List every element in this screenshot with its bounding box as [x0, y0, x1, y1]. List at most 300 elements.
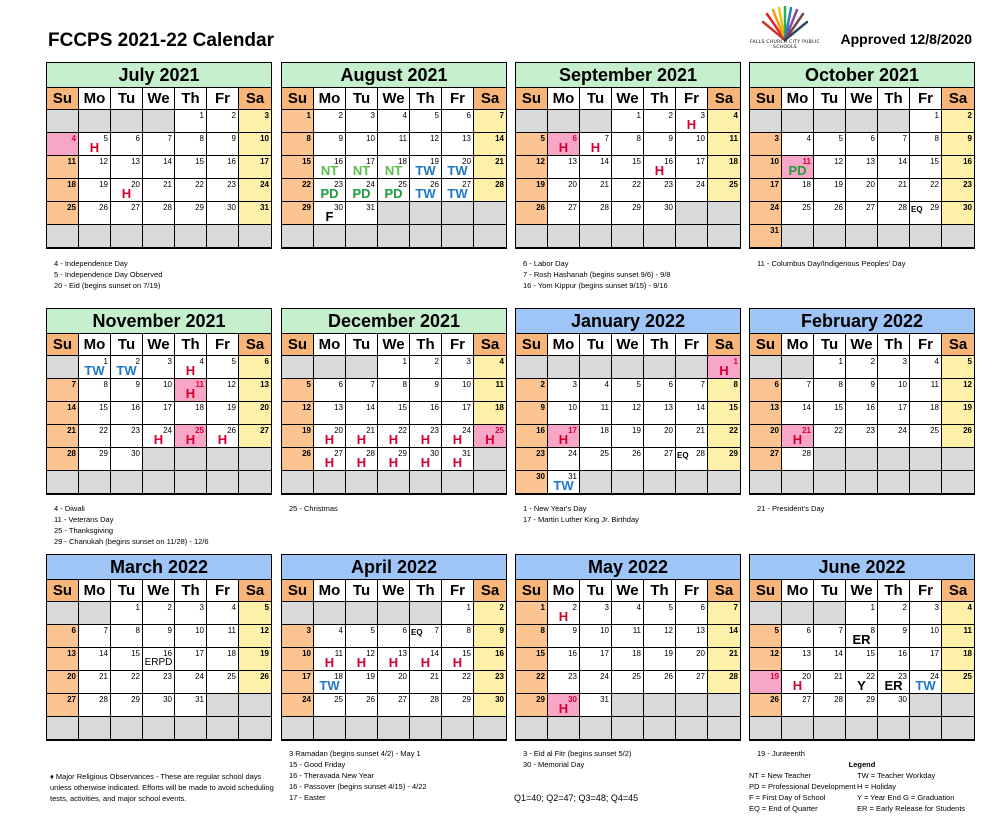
day-cell — [644, 202, 676, 225]
day-cell — [612, 625, 644, 648]
day-number: 13 — [131, 157, 140, 166]
day-cell — [814, 694, 846, 717]
day-cell — [282, 379, 314, 402]
empty-day-cell — [782, 602, 814, 625]
day-cell — [175, 379, 207, 402]
day-cell — [378, 648, 410, 671]
day-number: 22 — [398, 426, 407, 435]
day-cell — [878, 648, 910, 671]
day-number: 27 — [67, 695, 76, 704]
empty-day-cell — [410, 471, 442, 494]
day-cell — [644, 179, 676, 202]
weekday-header: Su — [282, 88, 314, 110]
day-number: 15 — [536, 649, 545, 658]
day-cell — [846, 133, 878, 156]
empty-day-cell — [111, 471, 143, 494]
day-cell — [282, 694, 314, 717]
day-number: 7 — [103, 626, 108, 635]
empty-day-cell — [878, 717, 910, 740]
day-number: 2 — [499, 603, 504, 612]
day-cell — [111, 179, 143, 202]
day-cell — [346, 379, 378, 402]
day-number: 16 — [568, 649, 577, 658]
day-number: 11 — [227, 626, 236, 635]
month-april-2022 — [281, 554, 507, 741]
day-number: 15 — [729, 403, 738, 412]
empty-day-cell — [442, 225, 474, 248]
empty-day-cell — [239, 471, 271, 494]
day-number: 27 — [802, 695, 811, 704]
day-number: 28 — [802, 449, 811, 458]
day-number: 13 — [334, 403, 343, 412]
day-code: TW — [447, 163, 468, 178]
day-number: 28 — [696, 449, 705, 458]
weekday-header: Su — [282, 580, 314, 602]
weekday-header: Tu — [346, 334, 378, 356]
day-number: 23 — [536, 449, 545, 458]
day-cell — [346, 448, 378, 471]
day-cell — [644, 625, 676, 648]
day-cell — [175, 694, 207, 717]
day-number: 24 — [260, 180, 269, 189]
day-cell — [708, 602, 740, 625]
empty-day-cell — [846, 717, 878, 740]
day-cell — [782, 425, 814, 448]
day-cell — [79, 379, 111, 402]
day-number: 4 — [499, 357, 504, 366]
weekday-header: Sa — [708, 88, 740, 110]
day-number: 2 — [338, 111, 343, 120]
day-number: 20 — [67, 672, 76, 681]
day-cell — [644, 448, 676, 471]
weekday-header: Th — [175, 334, 207, 356]
empty-day-cell — [910, 471, 942, 494]
day-number: 5 — [370, 626, 375, 635]
day-number: 26 — [99, 203, 108, 212]
day-cell — [143, 156, 175, 179]
empty-day-cell — [942, 694, 974, 717]
day-number: 3 — [934, 603, 939, 612]
day-number: 4 — [338, 626, 343, 635]
day-number: 31 — [770, 226, 779, 235]
day-cell — [750, 133, 782, 156]
empty-day-cell — [644, 471, 676, 494]
month-november-2021 — [46, 308, 272, 495]
day-cell — [782, 379, 814, 402]
day-cell — [612, 671, 644, 694]
day-cell — [175, 625, 207, 648]
quarter-day-counts: Q1=40; Q2=47; Q3=48; Q4=45 — [514, 793, 639, 803]
day-cell — [750, 179, 782, 202]
weekday-header: Sa — [942, 334, 974, 356]
day-cell — [175, 133, 207, 156]
empty-day-cell — [239, 225, 271, 248]
empty-day-cell — [644, 356, 676, 379]
day-cell — [750, 671, 782, 694]
empty-day-cell — [378, 225, 410, 248]
day-cell — [314, 448, 346, 471]
day-cell — [442, 179, 474, 202]
day-cell — [474, 402, 506, 425]
day-cell — [750, 379, 782, 402]
day-number: 16 — [495, 649, 504, 658]
day-cell — [814, 202, 846, 225]
empty-day-cell — [750, 602, 782, 625]
weekday-header: Th — [410, 334, 442, 356]
weekday-header: We — [846, 334, 878, 356]
month-notes: 25 - Christmas — [289, 504, 338, 513]
day-number: 17 — [568, 426, 577, 435]
day-cell — [378, 694, 410, 717]
day-number: 28 — [898, 203, 907, 212]
day-number: 16 — [430, 403, 439, 412]
day-cell — [47, 156, 79, 179]
day-cell — [750, 694, 782, 717]
day-cell — [410, 671, 442, 694]
day-number: 19 — [260, 649, 269, 658]
day-number: 25 — [398, 180, 407, 189]
day-number: 19 — [227, 403, 236, 412]
day-number: 3 — [264, 111, 269, 120]
day-cell — [79, 425, 111, 448]
day-code: H — [792, 432, 803, 447]
day-number: 24 — [696, 180, 705, 189]
weekday-header: We — [612, 334, 644, 356]
day-cell — [548, 448, 580, 471]
end-of-quarter-marker: EQ — [677, 451, 689, 460]
weekday-header: Tu — [580, 88, 612, 110]
empty-day-cell — [782, 717, 814, 740]
month-grid — [516, 580, 740, 740]
day-code: H — [558, 701, 569, 716]
day-cell — [410, 402, 442, 425]
day-number: 22 — [866, 672, 875, 681]
day-number: 23 — [664, 180, 673, 189]
day-code: H — [388, 455, 399, 470]
day-cell — [239, 602, 271, 625]
day-number: 16 — [227, 157, 236, 166]
empty-day-cell — [378, 202, 410, 225]
day-cell — [410, 356, 442, 379]
day-cell — [516, 133, 548, 156]
day-number: 21 — [729, 649, 738, 658]
month-may-2022 — [515, 554, 741, 741]
day-number: 20 — [802, 672, 811, 681]
day-number: 9 — [231, 134, 236, 143]
day-number: 4 — [733, 111, 738, 120]
end-of-quarter-marker: EQ — [411, 628, 423, 637]
day-code: ER — [884, 678, 903, 693]
day-cell — [676, 425, 708, 448]
day-number: 6 — [264, 357, 269, 366]
day-number: 5 — [434, 111, 439, 120]
day-number: 8 — [135, 626, 140, 635]
empty-day-cell — [644, 225, 676, 248]
day-number: 20 — [462, 157, 471, 166]
empty-day-cell — [47, 717, 79, 740]
empty-day-cell — [548, 225, 580, 248]
empty-day-cell — [239, 694, 271, 717]
day-number: 21 — [495, 157, 504, 166]
weekday-header: Mo — [548, 334, 580, 356]
day-cell — [111, 202, 143, 225]
empty-day-cell — [612, 694, 644, 717]
day-cell — [516, 179, 548, 202]
day-cell — [378, 133, 410, 156]
day-number: 10 — [696, 134, 705, 143]
weekday-header: Tu — [111, 580, 143, 602]
day-number: 3 — [604, 603, 609, 612]
day-cell — [143, 379, 175, 402]
day-number: 7 — [370, 380, 375, 389]
day-number: 30 — [536, 472, 545, 481]
empty-day-cell — [47, 225, 79, 248]
day-cell — [708, 448, 740, 471]
day-cell — [910, 202, 942, 225]
day-cell — [346, 648, 378, 671]
day-number: 25 — [963, 672, 972, 681]
day-cell — [878, 425, 910, 448]
day-number: 17 — [195, 649, 204, 658]
empty-day-cell — [814, 602, 846, 625]
empty-day-cell — [474, 471, 506, 494]
day-number: 13 — [260, 380, 269, 389]
day-number: 22 — [195, 180, 204, 189]
day-number: 2 — [967, 111, 972, 120]
day-cell — [378, 425, 410, 448]
day-number: 9 — [434, 380, 439, 389]
empty-day-cell — [644, 717, 676, 740]
day-number: 21 — [430, 672, 439, 681]
day-number: 4 — [604, 380, 609, 389]
day-code: H — [452, 455, 463, 470]
day-number: 4 — [71, 134, 76, 143]
day-number: 1 — [838, 357, 843, 366]
day-code: H — [388, 432, 399, 447]
day-number: 17 — [462, 403, 471, 412]
weekday-header: Tu — [346, 580, 378, 602]
empty-day-cell — [378, 717, 410, 740]
day-cell — [548, 133, 580, 156]
day-number: 25 — [600, 449, 609, 458]
day-number: 6 — [466, 111, 471, 120]
day-number: 15 — [930, 157, 939, 166]
day-cell — [878, 202, 910, 225]
weekday-header: Tu — [580, 334, 612, 356]
day-cell — [612, 602, 644, 625]
empty-day-cell — [79, 471, 111, 494]
weekday-header: Su — [750, 88, 782, 110]
day-cell — [644, 156, 676, 179]
day-number: 23 — [568, 672, 577, 681]
day-number: 6 — [806, 626, 811, 635]
day-number: 11 — [334, 649, 343, 658]
day-number: 11 — [632, 626, 641, 635]
day-number: 7 — [604, 134, 609, 143]
day-cell — [378, 671, 410, 694]
day-number: 28 — [495, 180, 504, 189]
day-number: 18 — [729, 157, 738, 166]
day-cell — [410, 425, 442, 448]
day-cell — [942, 602, 974, 625]
day-number: 21 — [696, 426, 705, 435]
day-number: 4 — [636, 603, 641, 612]
month-notes: 3 - Eid al Fitr (begins sunset 5/2) 30 - Memorial Day — [523, 749, 632, 769]
weekday-header: We — [846, 88, 878, 110]
weekday-header: Fr — [910, 334, 942, 356]
day-cell — [612, 448, 644, 471]
day-number: 15 — [195, 157, 204, 166]
day-code: H — [388, 655, 399, 670]
day-cell — [474, 356, 506, 379]
day-cell — [143, 133, 175, 156]
empty-day-cell — [410, 602, 442, 625]
day-cell — [239, 425, 271, 448]
empty-day-cell — [282, 602, 314, 625]
empty-day-cell — [814, 448, 846, 471]
day-cell — [314, 179, 346, 202]
day-cell — [239, 202, 271, 225]
day-number: 7 — [434, 626, 439, 635]
empty-day-cell — [346, 225, 378, 248]
page-title: FCCPS 2021-22 Calendar — [48, 30, 274, 51]
day-cell — [346, 671, 378, 694]
day-cell — [175, 402, 207, 425]
day-code: H — [356, 655, 367, 670]
day-cell — [111, 671, 143, 694]
day-cell — [814, 625, 846, 648]
day-number: 21 — [898, 180, 907, 189]
empty-day-cell — [346, 356, 378, 379]
month-title: June 2022 — [750, 555, 974, 580]
empty-day-cell — [143, 717, 175, 740]
day-number: 22 — [729, 426, 738, 435]
day-number: 2 — [572, 603, 577, 612]
day-number: 5 — [838, 134, 843, 143]
day-number: 26 — [260, 672, 269, 681]
day-number: 14 — [600, 157, 609, 166]
weekday-header: Su — [47, 334, 79, 356]
month-grid — [282, 334, 506, 494]
day-number: 1 — [870, 603, 875, 612]
day-number: 8 — [636, 134, 641, 143]
day-number: 10 — [462, 380, 471, 389]
day-number: 28 — [99, 695, 108, 704]
day-number: 12 — [632, 403, 641, 412]
day-number: 29 — [398, 449, 407, 458]
day-cell — [314, 625, 346, 648]
day-number: 28 — [430, 695, 439, 704]
day-number: 7 — [700, 380, 705, 389]
day-number: 30 — [163, 695, 172, 704]
day-number: 16 — [866, 403, 875, 412]
day-cell — [644, 425, 676, 448]
religious-observances-note: ♦ Major Religious Observances - These are regular school days unless otherwise indicated. Efforts will be made to avoid scheduling tests, activities, and major school events. — [50, 772, 274, 803]
day-cell — [708, 425, 740, 448]
day-cell — [750, 156, 782, 179]
day-cell — [442, 648, 474, 671]
day-number: 23 — [898, 672, 907, 681]
day-cell — [580, 425, 612, 448]
day-cell — [548, 425, 580, 448]
day-cell — [548, 379, 580, 402]
day-number: 11 — [963, 626, 972, 635]
day-cell — [846, 356, 878, 379]
day-number: 9 — [167, 626, 172, 635]
day-number: 3 — [466, 357, 471, 366]
day-code: F — [325, 209, 334, 224]
day-cell — [474, 425, 506, 448]
day-number: 8 — [870, 626, 875, 635]
day-code: H — [324, 655, 335, 670]
day-cell — [846, 156, 878, 179]
day-cell — [910, 110, 942, 133]
day-number: 8 — [103, 380, 108, 389]
empty-day-cell — [814, 471, 846, 494]
day-number: 4 — [806, 134, 811, 143]
day-number: 11 — [802, 157, 811, 166]
day-cell — [942, 179, 974, 202]
day-number: 10 — [568, 403, 577, 412]
day-number: 3 — [902, 357, 907, 366]
day-cell — [580, 156, 612, 179]
day-number: 27 — [260, 426, 269, 435]
day-cell — [580, 133, 612, 156]
day-cell — [175, 671, 207, 694]
empty-day-cell — [111, 110, 143, 133]
day-code: TW — [415, 186, 436, 201]
day-cell — [282, 110, 314, 133]
empty-day-cell — [175, 225, 207, 248]
day-number: 27 — [770, 449, 779, 458]
day-number: 7 — [499, 111, 504, 120]
day-cell — [442, 694, 474, 717]
day-code: TW — [553, 478, 574, 493]
month-title: July 2021 — [47, 63, 271, 88]
day-number: 8 — [466, 626, 471, 635]
day-number: 25 — [802, 203, 811, 212]
weekday-header: Th — [878, 580, 910, 602]
empty-day-cell — [175, 448, 207, 471]
day-number: 8 — [306, 134, 311, 143]
day-number: 26 — [664, 672, 673, 681]
empty-day-cell — [814, 110, 846, 133]
empty-day-cell — [207, 225, 239, 248]
day-number: 26 — [834, 203, 843, 212]
day-code: H — [356, 455, 367, 470]
day-cell — [47, 625, 79, 648]
day-cell — [442, 402, 474, 425]
day-cell — [378, 402, 410, 425]
day-cell — [676, 402, 708, 425]
day-cell — [750, 648, 782, 671]
day-number: 23 — [495, 672, 504, 681]
empty-day-cell — [580, 110, 612, 133]
empty-day-cell — [516, 356, 548, 379]
day-number: 27 — [462, 180, 471, 189]
day-number: 29 — [536, 695, 545, 704]
weekday-header: We — [378, 88, 410, 110]
day-number: 2 — [540, 380, 545, 389]
day-number: 5 — [103, 134, 108, 143]
day-number: 15 — [866, 649, 875, 658]
day-cell — [708, 110, 740, 133]
day-cell — [580, 648, 612, 671]
day-number: 30 — [131, 449, 140, 458]
day-cell — [111, 425, 143, 448]
day-code: NT — [384, 163, 403, 178]
day-number: 21 — [834, 672, 843, 681]
